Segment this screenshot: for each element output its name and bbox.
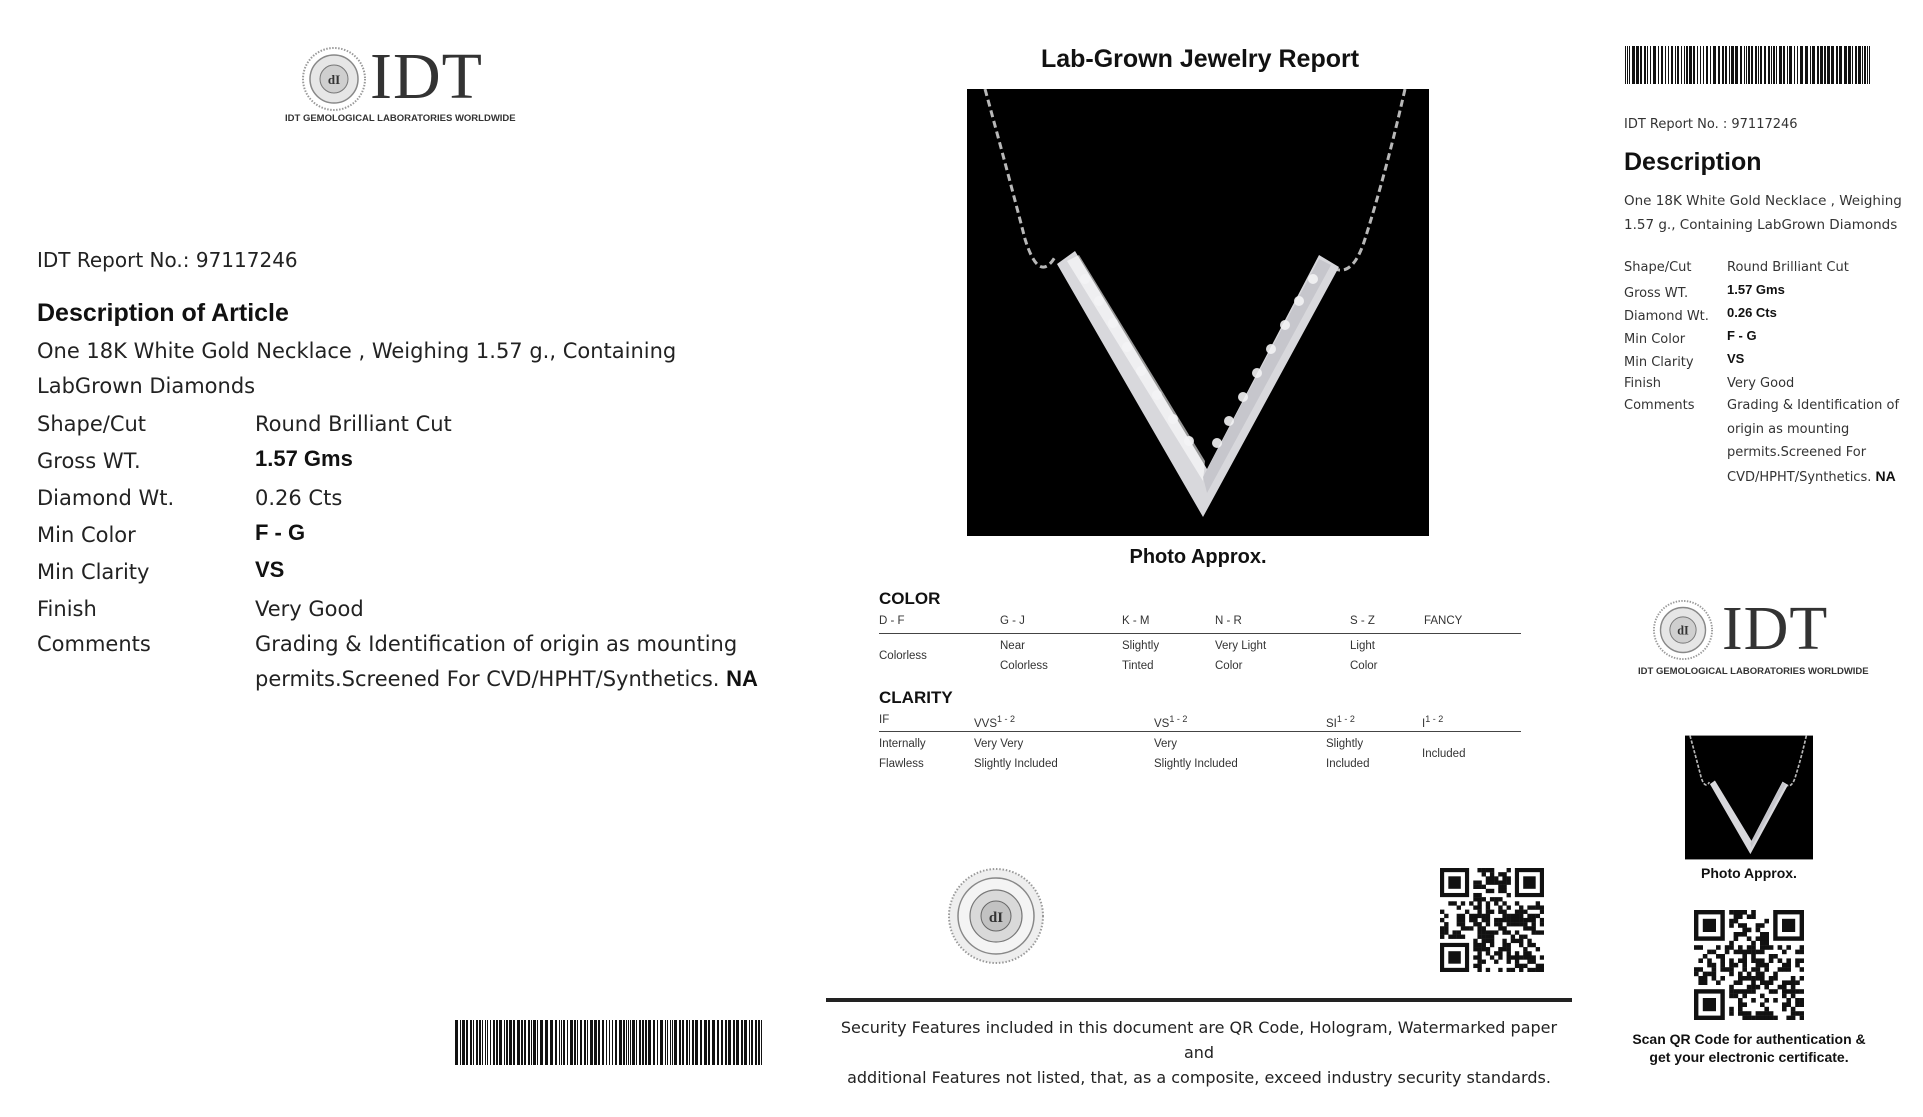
comments-right-3: permits.Screened For (1727, 445, 1867, 460)
color-description: Light (1350, 640, 1375, 652)
color-description: Tinted (1122, 660, 1154, 672)
detail-value: F - G (255, 520, 306, 545)
detail-value: VS (255, 557, 285, 582)
clarity-description: Included (1422, 748, 1466, 760)
security-line-2: additional Features not listed, that, as a composite, exceed industry security standards. (847, 1068, 1551, 1087)
comments-na-right: NA (1875, 468, 1896, 484)
detail-label-right: Min Clarity (1624, 355, 1694, 370)
clarity-grade-range: 1 - 2 (997, 714, 1016, 724)
report-number-line-right (1624, 117, 1798, 132)
logo-wordmark: IDT (370, 40, 483, 113)
clarity-grade-range: 1 - 2 (1169, 714, 1188, 724)
detail-value: 0.26 Cts (255, 486, 343, 510)
color-heading: COLOR (879, 589, 941, 608)
clarity-description: Internally (879, 738, 926, 750)
article-description: One 18K White Gold Necklace , Weighing 1.57 g., Containing LabGrown Diamonds (37, 339, 677, 398)
detail-label-right: Diamond Wt. (1624, 309, 1709, 324)
detail-label: Min Color (37, 523, 136, 547)
detail-value: Very Good (255, 597, 364, 621)
clarity-grade-base: I (1422, 717, 1426, 730)
clarity-divider (879, 731, 1521, 732)
clarity-grade (974, 714, 1015, 730)
necklace-photo-small (1685, 734, 1813, 861)
color-description: Very Light (1215, 640, 1267, 652)
article-description-right: One 18K White Gold Necklace , Weighing 1.57 g., Containing LabGrown Diamonds (1624, 193, 1902, 233)
comments-right-2: origin as mounting (1727, 422, 1850, 437)
clarity-description: Slightly (1326, 738, 1364, 750)
security-note (826, 1015, 1572, 1090)
detail-label: Min Clarity (37, 560, 150, 584)
color-grade: K - M (1122, 615, 1150, 627)
color-description: Slightly (1122, 640, 1160, 652)
logo-subtitle-right: IDT GEMOLOGICAL LABORATORIES WORLDWIDE (1638, 666, 1869, 677)
clarity-description: Slightly Included (1154, 758, 1238, 770)
necklace-photo (967, 89, 1429, 536)
seal-letters: dI (327, 72, 341, 87)
detail-value-right: 1.57 Gms (1727, 282, 1785, 297)
clarity-grade-base: VS (1154, 717, 1170, 730)
color-grade: G - J (1000, 615, 1025, 627)
detail-value-right: Very Good (1727, 376, 1795, 391)
detail-label: Diamond Wt. (37, 486, 175, 510)
comments-right-1: Grading & Identification of (1727, 398, 1900, 413)
color-description: Color (1215, 660, 1243, 672)
clarity-grade-range: 1 - 2 (1425, 714, 1444, 724)
clarity-grade (1326, 714, 1355, 730)
detail-label-right: Gross WT. (1624, 286, 1689, 301)
clarity-grade (879, 714, 889, 726)
clarity-description: Slightly Included (974, 758, 1058, 770)
detail-value: Round Brilliant Cut (255, 412, 452, 436)
comments-line-1: Grading & Identification of origin as mounting (255, 632, 738, 656)
scan-line-2: get your electronic certificate. (1649, 1049, 1849, 1065)
detail-value: 1.57 Gms (255, 446, 353, 471)
report-number-label: IDT Report No.: (37, 248, 190, 272)
scan-line-1: Scan QR Code for authentication & (1632, 1031, 1866, 1047)
photo-caption: Photo Approx. (1129, 546, 1267, 568)
clarity-heading: CLARITY (879, 688, 953, 707)
detail-label-right: Min Color (1624, 332, 1686, 347)
clarity-description: Included (1326, 758, 1370, 770)
scan-note (1614, 1030, 1884, 1066)
seal-letters-right: dI (1677, 623, 1689, 638)
security-line-1: Security Features included in this document are QR Code, Hologram, Watermarked paper and (840, 1018, 1558, 1062)
color-description: Colorless (1000, 660, 1048, 672)
color-grade: N - R (1215, 615, 1242, 627)
detail-value-right: F - G (1727, 328, 1757, 343)
comments-label-right: Comments (1624, 398, 1695, 413)
comments-right-4-text: CVD/HPHT/Synthetics. (1727, 470, 1872, 485)
clarity-description: Very (1154, 738, 1178, 750)
logo-wordmark-right: IDT (1722, 595, 1829, 663)
logo-subtitle: IDT GEMOLOGICAL LABORATORIES WORLDWIDE (285, 113, 516, 124)
detail-label: Finish (37, 597, 97, 621)
hologram-letters: dI (988, 910, 1004, 926)
idt-logo-left (285, 40, 535, 130)
detail-value-right: VS (1727, 351, 1745, 366)
clarity-grade-base: VVS (974, 717, 998, 730)
hologram-seal-icon (948, 868, 1044, 964)
qr-code-center (1440, 868, 1544, 972)
clarity-description: Very Very (974, 738, 1024, 750)
detail-label-right: Finish (1624, 376, 1662, 391)
idt-logo-right (1638, 595, 1888, 685)
seal-icon-right (1653, 600, 1713, 660)
color-grade: D - F (879, 615, 905, 627)
comments-text-2: permits.Screened For CVD/HPHT/Synthetics. (255, 667, 720, 691)
clarity-grade (1422, 714, 1443, 730)
report-number-value-right: 97117246 (1731, 117, 1798, 132)
comments-right-4 (1727, 468, 1896, 485)
barcode-left (455, 1020, 763, 1065)
detail-value-right: Round Brilliant Cut (1727, 260, 1849, 275)
report-number-label-right: IDT Report No. : (1624, 117, 1728, 132)
footer-divider (826, 998, 1572, 1002)
seal-icon (302, 47, 366, 111)
color-divider (879, 633, 1521, 634)
comments-na: NA (726, 666, 758, 691)
clarity-grade-base: SI (1326, 717, 1337, 730)
color-description: Near (1000, 640, 1025, 652)
section-title-right: Description (1624, 148, 1762, 176)
detail-label: Shape/Cut (37, 412, 147, 436)
comments-label: Comments (37, 632, 151, 656)
photo-caption-right: Photo Approx. (1701, 865, 1797, 881)
comments-line-2 (255, 666, 758, 692)
detail-label: Gross WT. (37, 449, 141, 473)
clarity-grade-range: 1 - 2 (1336, 714, 1355, 724)
color-grade: FANCY (1424, 615, 1463, 627)
detail-value-right: 0.26 Cts (1727, 305, 1777, 320)
clarity-grade-base: IF (879, 714, 890, 726)
qr-code-right (1694, 910, 1804, 1020)
report-number-line (37, 248, 298, 272)
clarity-description: Flawless (879, 758, 924, 770)
report-title: Lab-Grown Jewelry Report (1040, 45, 1360, 73)
color-grade: S - Z (1350, 615, 1375, 627)
clarity-grade (1154, 714, 1187, 730)
detail-label-right: Shape/Cut (1624, 260, 1692, 275)
color-description: Color (1350, 660, 1378, 672)
section-title: Description of Article (37, 299, 289, 327)
color-description: Colorless (879, 650, 927, 662)
report-number-value: 97117246 (195, 248, 298, 272)
barcode-right (1625, 46, 1873, 84)
